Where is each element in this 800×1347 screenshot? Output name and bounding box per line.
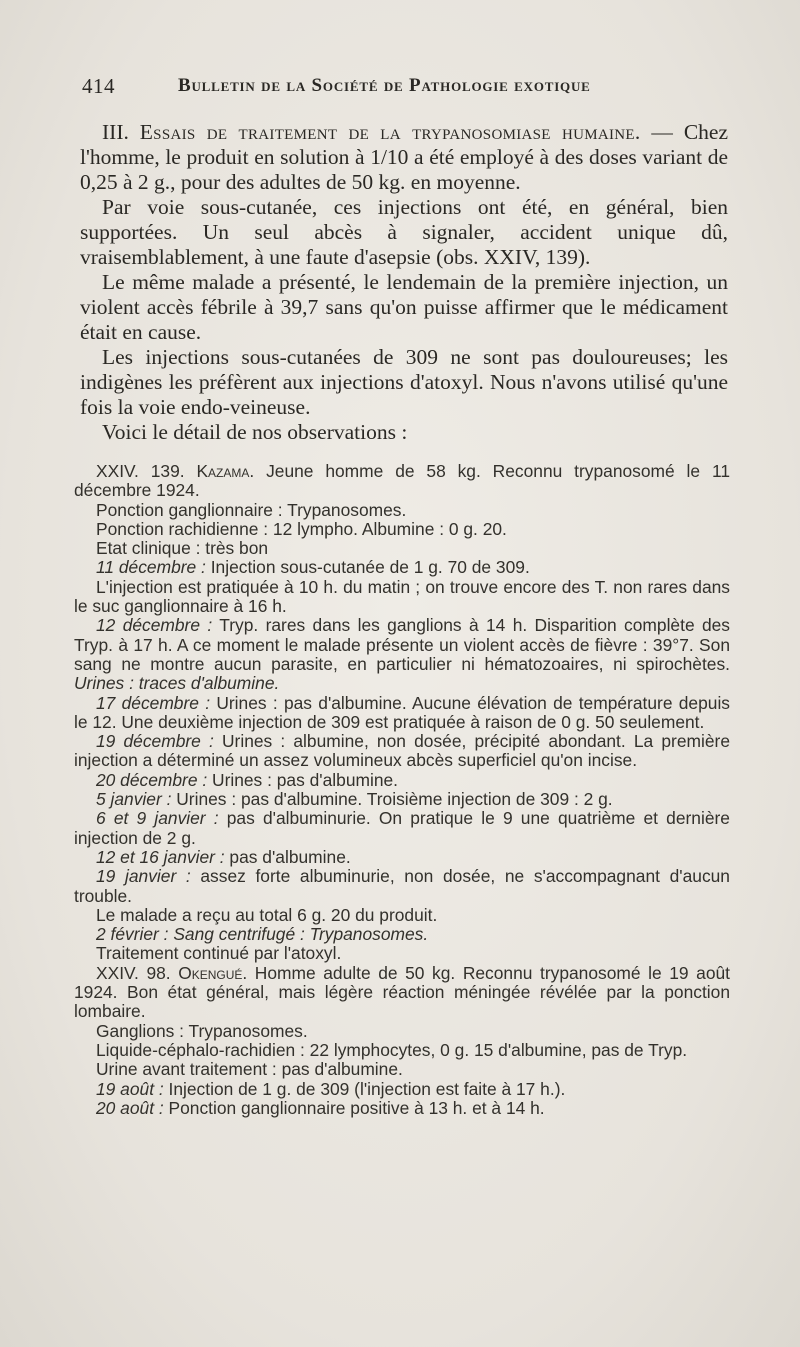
obs1-patient-name: Kazama bbox=[196, 461, 250, 481]
entry-text: assez forte albuminurie, non dosée, ne s'accompagnant d'aucun trouble. bbox=[74, 866, 730, 906]
obs2-intro-text: . Homme adulte de 50 kg. Reconnu trypanosomé le 19 août 1924. Bon état général, mais légère réaction méningée révélée par la ponction lombaire. bbox=[74, 962, 730, 1022]
section-number: III. bbox=[102, 120, 129, 144]
obs1-line: Ponction ganglionnaire : Trypanosomes. bbox=[96, 499, 407, 520]
obs2-entry bbox=[74, 1099, 730, 1118]
entry-date: 6 et 9 janvier : bbox=[96, 808, 219, 829]
obs1-intro-text: . Jeune homme de 58 kg. Reconnu trypanosomé le 11 décembre 1924. bbox=[74, 461, 731, 501]
entry-date: 19 août : bbox=[96, 1078, 164, 1099]
obs2-entry bbox=[74, 1080, 730, 1099]
obs1-entry bbox=[74, 809, 730, 848]
entry-text: Urines : pas d'albumine. bbox=[207, 769, 399, 790]
entry-date: 17 décembre : bbox=[96, 692, 211, 713]
obs2-patient-name: Okengué bbox=[178, 962, 243, 983]
obs2-id: XXIV. 98. bbox=[96, 962, 179, 983]
entry-text: Ponction ganglionnaire positive à 13 h. et à 14 h. bbox=[163, 1097, 545, 1118]
entry-date: 19 décembre : bbox=[96, 731, 214, 752]
entry-text: pas d'albumine. bbox=[224, 846, 351, 867]
obs1-entry bbox=[74, 732, 730, 771]
obs1-line: Ponction rachidienne : 12 lympho. Albumine : 0 g. 20. bbox=[96, 518, 507, 539]
entry-text: pas d'albuminurie. On pratique le 9 une quatrième et dernière injection de 2 g. bbox=[74, 808, 730, 848]
entry-date: 20 août : bbox=[96, 1097, 164, 1118]
obs1-entry bbox=[74, 558, 730, 577]
obs1-line: Etat clinique : très bon bbox=[96, 538, 269, 559]
entry-text: Injection sous-cutanée de 1 g. 70 de 309. bbox=[205, 557, 530, 578]
page-header bbox=[82, 64, 732, 104]
page-number: 414 bbox=[82, 74, 115, 98]
obs1-entry bbox=[74, 790, 730, 809]
entry-date: 5 janvier : bbox=[96, 789, 172, 810]
obs1-line: Traitement continué par l'atoxyl. bbox=[96, 943, 342, 964]
obs1-line: L'injection est pratiquée à 10 h. du matin ; on trouve encore des T. non rares dans le suc ganglionnaire à 16 h. bbox=[74, 576, 730, 617]
obs2-line: Urine avant traitement : pas d'albumine. bbox=[96, 1059, 403, 1080]
paragraph-2: Par voie sous-cutanée, ces injections ont été, en général, bien supportées. Un seul abcès à signaler, accident unique dû, vraisemblablement, à une faute d'asepsie (obs. XXIV, 139). bbox=[80, 195, 728, 269]
entry-date: 11 décembre : bbox=[96, 557, 206, 578]
paragraph-3: Le même malade a présenté, le lendemain de la première injection, un violent accès fébrile à 39,7 sans qu'on puisse affirmer que le médicament était en cause. bbox=[80, 270, 728, 344]
obs1-entry bbox=[74, 616, 730, 693]
paragraph-1-text: — Chez l'homme, le produit en solution à 1/10 a été employé à des doses variant de 0,25 à 2 g., pour des adultes de 50 kg. en moyenne. bbox=[80, 120, 728, 194]
paragraph-1 bbox=[80, 120, 728, 195]
obs1-entry bbox=[74, 771, 730, 790]
entry-text: Tryp. rares dans les ganglions à 14 h. Disparition complète des Tryp. à 17 h. A ce moment le malade présente un violent accès de fièvre : 39°7. Son sang ne montre aucun parasite, en particulier ni hématozoaires, ni spirochètes. bbox=[74, 615, 731, 674]
obs1-entry bbox=[74, 867, 730, 906]
entry-text-italic: Urines : traces d'albumine. bbox=[74, 673, 280, 694]
entry-text: Injection de 1 g. de 309 (l'injection est faite à 17 h.). bbox=[163, 1078, 566, 1099]
observations bbox=[74, 462, 730, 1118]
obs2-line: Liquide-céphalo-rachidien : 22 lymphocytes, 0 g. 15 d'albumine, pas de Tryp. bbox=[96, 1039, 688, 1060]
obs1-entry bbox=[74, 694, 730, 733]
obs1-entry bbox=[74, 848, 730, 867]
main-text bbox=[80, 120, 728, 445]
entry-text: Urines : albumine, non dosée, précipité abondant. La première injection a déterminé un assez volumineux abcès superficiel qu'on incise. bbox=[74, 731, 730, 771]
obs1-line: Le malade a reçu au total 6 g. 20 du produit. bbox=[96, 904, 438, 925]
entry-date: 19 janvier : bbox=[96, 866, 191, 887]
journal-title: Bulletin de la Société de Pathologie exotique bbox=[178, 75, 591, 96]
obs1-line-italic: 2 février : Sang centrifugé : Trypanosomes. bbox=[96, 924, 429, 945]
entry-date: 12 et 16 janvier : bbox=[96, 846, 225, 867]
obs2-intro bbox=[74, 964, 730, 1022]
entry-date: 12 décembre : bbox=[96, 615, 213, 636]
paragraph-5: Voici le détail de nos observations : bbox=[102, 420, 408, 444]
obs1-id: XXIV. 139. bbox=[96, 461, 197, 481]
obs2-line: Ganglions : Trypanosomes. bbox=[96, 1020, 308, 1041]
entry-text: Urines : pas d'albumine. Aucune élévation de température depuis le 12. Une deuxième injection de 309 est pratiquée à raison de 0 g. 50 seulement. bbox=[74, 692, 731, 732]
obs1-intro bbox=[74, 462, 730, 501]
paragraph-4: Les injections sous-cutanées de 309 ne sont pas douloureuses; les indigènes les préfèrent aux injections d'atoxyl. Nous n'avons utilisé qu'une fois la voie endo-veineuse. bbox=[80, 345, 728, 419]
entry-text: Urines : pas d'albumine. Troisième injection de 309 : 2 g. bbox=[171, 789, 613, 810]
section-heading: Essais de traitement de la trypanosomiase humaine. bbox=[139, 120, 641, 144]
entry-date: 20 décembre : bbox=[96, 769, 208, 790]
